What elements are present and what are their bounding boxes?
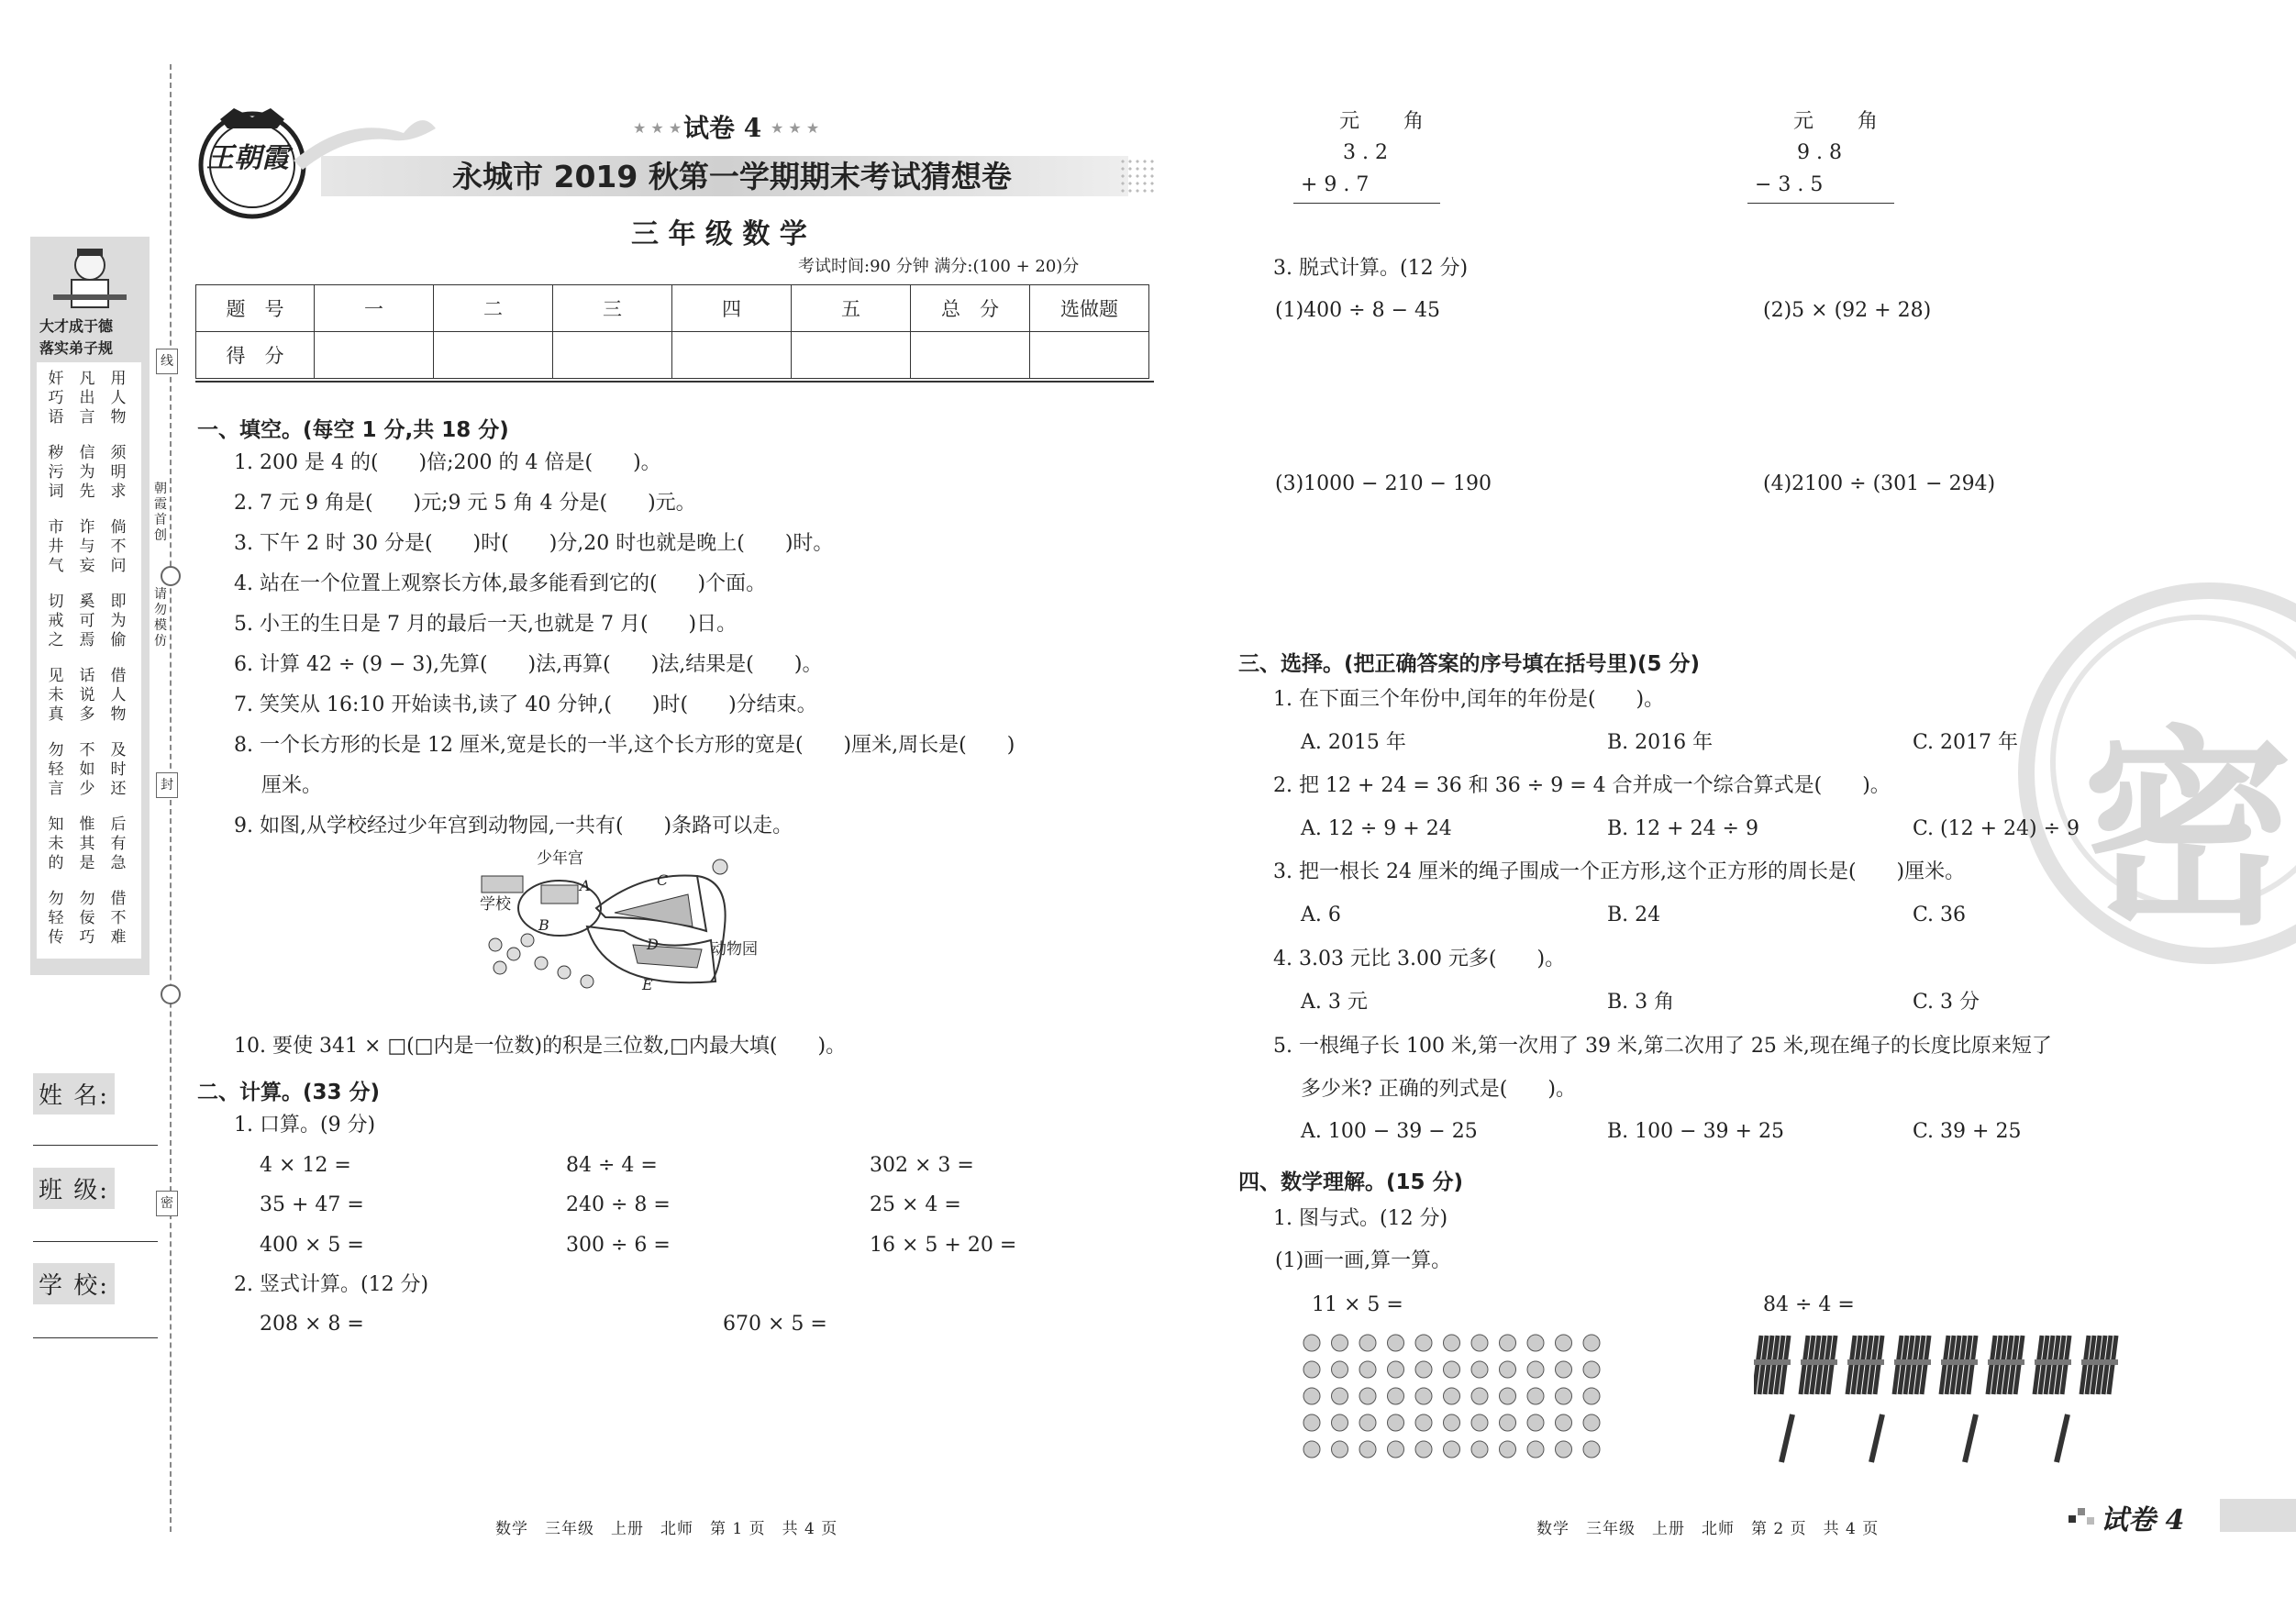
dot bbox=[1444, 1414, 1460, 1431]
choice-5-line1: 5. 一根绳子长 100 米,第一次用了 39 米,第二次用了 25 米,现在绳子的长度比原来短了 bbox=[1273, 1035, 2052, 1058]
score-cell[interactable] bbox=[672, 332, 792, 379]
dot bbox=[1415, 1441, 1432, 1458]
dot bbox=[1527, 1361, 1544, 1378]
fill-item: 4. 站在一个位置上观察长方体,最多能看到它的( )个面。 bbox=[234, 572, 767, 595]
dot bbox=[1303, 1361, 1320, 1378]
score-cell[interactable] bbox=[911, 332, 1030, 379]
choice-option[interactable]: A. 6 bbox=[1301, 904, 1341, 926]
fill-item-10: 10. 要使 341 × □(□内是一位数)的积是三位数,□内最大填( )。 bbox=[234, 1035, 847, 1058]
binding-tag-mid: 封 bbox=[156, 772, 178, 798]
fill-item: 厘米。 bbox=[261, 774, 323, 797]
vcalc1-unit-jiao: 角 bbox=[1403, 110, 1425, 133]
oral-calc: 240 ÷ 8 = bbox=[566, 1193, 671, 1216]
section-2-title: 二、计算。(33 分) bbox=[197, 1081, 381, 1104]
seal-char: 密 bbox=[2082, 709, 2294, 954]
dot bbox=[1500, 1388, 1516, 1404]
draw-calc-title: (1)画一画,算一算。 bbox=[1275, 1249, 1452, 1272]
dot bbox=[1444, 1335, 1460, 1351]
vertical-note-2: 请勿模仿 bbox=[154, 587, 167, 649]
score-col-4: 四 bbox=[672, 285, 792, 332]
school-label: 学 校: bbox=[33, 1263, 115, 1304]
oral-calc: 400 × 5 = bbox=[260, 1234, 364, 1257]
stepwise-3: (3)1000 − 210 − 190 bbox=[1275, 472, 1492, 495]
dot bbox=[1359, 1388, 1376, 1404]
single-stick bbox=[1965, 1414, 1976, 1462]
choice-5-opt-b[interactable]: B. 100 − 39 + 25 bbox=[1607, 1120, 1784, 1143]
name-label: 姓 名: bbox=[33, 1073, 115, 1115]
score-cell[interactable] bbox=[1030, 332, 1149, 379]
proverb-column: 后有急 bbox=[110, 815, 127, 872]
dot bbox=[1332, 1441, 1348, 1458]
eq-11x5: 11 × 5 = bbox=[1312, 1293, 1403, 1316]
dot bbox=[1583, 1414, 1600, 1431]
proverb-column: 及时还 bbox=[110, 741, 127, 798]
dot bbox=[1471, 1441, 1488, 1458]
dot bbox=[1359, 1335, 1376, 1351]
dot bbox=[1471, 1361, 1488, 1378]
choice-option[interactable]: C. (12 + 24) ÷ 9 bbox=[1913, 817, 2080, 840]
single-stick bbox=[2057, 1414, 2068, 1462]
dot bbox=[1583, 1335, 1600, 1351]
score-col-3: 三 bbox=[553, 285, 672, 332]
binding-tag-top: 线 bbox=[156, 349, 178, 374]
dot bbox=[1583, 1388, 1600, 1404]
proverb-column: 话说多 bbox=[79, 667, 95, 724]
section-1-title: 一、填空。(每空 1 分,共 18 分) bbox=[197, 418, 509, 442]
oral-title: 1. 口算。(9 分) bbox=[234, 1114, 376, 1137]
dot bbox=[1332, 1335, 1348, 1351]
choice-question: 4. 3.03 元比 3.00 元多( )。 bbox=[1273, 948, 1566, 970]
binding-hole-1 bbox=[161, 566, 181, 586]
score-header-row bbox=[196, 285, 1149, 332]
score-col-optional: 选做题 bbox=[1030, 285, 1149, 332]
dot bbox=[1332, 1388, 1348, 1404]
proverb-column: 勿佞巧 bbox=[79, 890, 95, 947]
section-4-title: 四、数学理解。(15 分) bbox=[1238, 1170, 1464, 1194]
dot bbox=[1388, 1388, 1404, 1404]
choice-option[interactable]: B. 12 + 24 ÷ 9 bbox=[1607, 817, 1758, 840]
stepwise-2: (2)5 × (92 + 28) bbox=[1763, 299, 1932, 322]
banner-dots bbox=[1119, 158, 1156, 194]
stepwise-title: 3. 脱式计算。(12 分) bbox=[1273, 257, 1469, 280]
proverb-column: 凡出言 bbox=[79, 370, 95, 427]
vertical-calc-2: 670 × 5 = bbox=[723, 1313, 827, 1336]
dot bbox=[1527, 1414, 1544, 1431]
stick-bundle bbox=[1801, 1336, 1837, 1394]
binding-hole-2 bbox=[161, 984, 181, 1004]
single-stick bbox=[1871, 1414, 1882, 1462]
stick-bundle bbox=[1941, 1336, 1978, 1394]
score-row-label: 得 分 bbox=[196, 332, 315, 379]
dot bbox=[1527, 1335, 1544, 1351]
stick-bundle bbox=[1754, 1336, 1791, 1394]
choice-question: 1. 在下面三个年份中,闰年的年份是( )。 bbox=[1273, 688, 1665, 711]
picture-eq-title: 1. 图与式。(12 分) bbox=[1273, 1207, 1448, 1230]
stepwise-1: (1)400 ÷ 8 − 45 bbox=[1275, 299, 1440, 322]
dot bbox=[1303, 1441, 1320, 1458]
name-line[interactable] bbox=[33, 1145, 158, 1146]
proverb-column: 诈与妄 bbox=[79, 518, 95, 575]
dot bbox=[1556, 1388, 1572, 1404]
choice-option[interactable]: B. 24 bbox=[1607, 904, 1661, 926]
motto-1: 大才成于德 bbox=[39, 317, 114, 335]
choice-option[interactable]: C. 3 分 bbox=[1913, 991, 1980, 1014]
vcalc1-rule bbox=[1293, 203, 1440, 204]
score-cell[interactable] bbox=[553, 332, 672, 379]
vcalc1-unit-yuan: 元 bbox=[1339, 110, 1360, 133]
proverb-column: 用人物 bbox=[110, 370, 127, 427]
map-path-a: A bbox=[580, 877, 591, 894]
proverb-column: 奚可焉 bbox=[79, 593, 95, 649]
score-cell[interactable] bbox=[792, 332, 911, 379]
exam-tag: 试卷 4 bbox=[683, 113, 762, 143]
choice-option[interactable]: B. 2016 年 bbox=[1607, 731, 1714, 754]
dot bbox=[1556, 1441, 1572, 1458]
fill-item: 8. 一个长方形的长是 12 厘米,宽是长的一半,这个长方形的宽是( )厘米,周长是( ) bbox=[234, 734, 1015, 757]
exam-title: 永城市 2019 秋第一学期期末考试猜想卷 bbox=[452, 159, 1012, 194]
dot bbox=[1556, 1361, 1572, 1378]
proverb-column: 信为先 bbox=[79, 444, 95, 501]
vcalc2-rule bbox=[1747, 203, 1894, 204]
fill-item: 3. 下午 2 时 30 分是( )时( )分,20 时也就是晚上( )时。 bbox=[234, 532, 834, 555]
proverb-column: 不如少 bbox=[79, 741, 95, 798]
dot bbox=[1583, 1361, 1600, 1378]
score-col-label: 题 号 bbox=[196, 285, 315, 332]
vertical-title: 2. 竖式计算。(12 分) bbox=[234, 1273, 429, 1296]
map-label-zoo: 动物园 bbox=[711, 940, 758, 959]
single-stick bbox=[1781, 1414, 1792, 1462]
proverb-column: 勿轻传 bbox=[48, 890, 64, 947]
vcalc2-unit-yuan: 元 bbox=[1793, 110, 1814, 133]
binding-line bbox=[170, 64, 172, 1532]
proverb-column: 奸巧语 bbox=[48, 370, 64, 427]
left-footer: 数学 三年级 上册 北师 第 1 页 共 4 页 bbox=[495, 1520, 838, 1538]
choice-option[interactable]: A. 2015 年 bbox=[1301, 731, 1406, 754]
vcalc2-bottom: − 3 . 5 bbox=[1755, 173, 1824, 196]
vcalc2-unit-jiao: 角 bbox=[1858, 110, 1879, 133]
dot bbox=[1471, 1388, 1488, 1404]
choice-5-opt-a[interactable]: A. 100 − 39 − 25 bbox=[1301, 1120, 1478, 1143]
proverb-column: 市井气 bbox=[48, 518, 64, 575]
map-path-c: C bbox=[657, 871, 669, 889]
fill-item: 2. 7 元 9 角是( )元;9 元 5 角 4 分是( )元。 bbox=[234, 492, 696, 515]
proverb-column: 借不难 bbox=[110, 890, 127, 947]
stars-right: ★ ★ ★ bbox=[771, 119, 820, 137]
proverb-column: 惟其是 bbox=[79, 815, 95, 872]
route-map bbox=[477, 849, 789, 1000]
oral-calc: 4 × 12 = bbox=[260, 1154, 351, 1177]
dot bbox=[1527, 1388, 1544, 1404]
oral-calc: 25 × 4 = bbox=[870, 1193, 961, 1216]
dot bbox=[1388, 1335, 1404, 1351]
dot bbox=[1332, 1361, 1348, 1378]
stick-bundle bbox=[1988, 1336, 2024, 1394]
stick-bundle bbox=[1894, 1336, 1931, 1394]
dot bbox=[1388, 1441, 1404, 1458]
stepwise-4: (4)2100 ÷ (301 − 294) bbox=[1763, 472, 1996, 495]
oral-calc: 84 ÷ 4 = bbox=[566, 1154, 658, 1177]
proverb-column: 勿轻言 bbox=[48, 741, 64, 798]
dot bbox=[1583, 1441, 1600, 1458]
eq-84div4: 84 ÷ 4 = bbox=[1763, 1293, 1855, 1316]
vertical-note-1: 朝霞首创 bbox=[154, 482, 167, 543]
vcalc1-bottom: + 9 . 7 bbox=[1301, 173, 1370, 196]
dot bbox=[1359, 1441, 1376, 1458]
dot bbox=[1444, 1361, 1460, 1378]
dot bbox=[1556, 1335, 1572, 1351]
oral-calc: 300 ÷ 6 = bbox=[566, 1234, 671, 1257]
dot bbox=[1500, 1335, 1516, 1351]
motto-2: 落实弟子规 bbox=[39, 339, 114, 357]
map-path-e: E bbox=[642, 976, 653, 993]
dot bbox=[1388, 1361, 1404, 1378]
logo-text: 王朝霞 bbox=[206, 142, 289, 174]
dot bbox=[1500, 1441, 1516, 1458]
dot bbox=[1471, 1414, 1488, 1431]
choice-question: 3. 把一根长 24 厘米的绳子围成一个正方形,这个正方形的周长是( )厘米。 bbox=[1273, 860, 1966, 883]
fill-item: 1. 200 是 4 的( )倍;200 的 4 倍是( )。 bbox=[234, 451, 661, 474]
score-col-1: 一 bbox=[315, 285, 434, 332]
choice-5-line2: 多少米? 正确的列式是( )。 bbox=[1301, 1078, 1576, 1101]
corner-exam-tag: 试卷 4 bbox=[2101, 1504, 2185, 1536]
header-divider bbox=[195, 381, 1154, 383]
map-label-youth-palace: 少年宫 bbox=[537, 849, 583, 868]
score-table bbox=[195, 284, 1149, 379]
dot bbox=[1303, 1414, 1320, 1431]
corner-squares bbox=[2069, 1504, 2096, 1526]
school-line[interactable] bbox=[33, 1337, 158, 1338]
proverb-column: 秽污词 bbox=[48, 444, 64, 501]
choice-option[interactable]: A. 3 元 bbox=[1301, 991, 1368, 1014]
vcalc1-top: 3 . 2 bbox=[1343, 141, 1388, 164]
proverb-column: 即为偷 bbox=[110, 593, 127, 649]
proverb-column: 见未真 bbox=[48, 667, 64, 724]
oral-calc: 16 × 5 + 20 = bbox=[870, 1234, 1017, 1257]
dot bbox=[1388, 1414, 1404, 1431]
dot-array bbox=[1301, 1330, 1613, 1468]
dot bbox=[1556, 1414, 1572, 1431]
dot bbox=[1500, 1414, 1516, 1431]
fill-item: 9. 如图,从学校经过少年宫到动物园,一共有( )条路可以走。 bbox=[234, 815, 793, 837]
proverb-column: 须明求 bbox=[110, 444, 127, 501]
vertical-calc-1: 208 × 8 = bbox=[260, 1313, 364, 1336]
class-label: 班 级: bbox=[33, 1168, 115, 1209]
stick-bundle bbox=[1847, 1336, 1884, 1394]
proverb-column: 倘不问 bbox=[110, 518, 127, 575]
dot bbox=[1471, 1335, 1488, 1351]
dot bbox=[1415, 1414, 1432, 1431]
dot bbox=[1332, 1414, 1348, 1431]
score-col-total: 总 分 bbox=[911, 285, 1030, 332]
choice-option[interactable]: A. 12 ÷ 9 + 24 bbox=[1301, 817, 1452, 840]
right-footer: 数学 三年级 上册 北师 第 2 页 共 4 页 bbox=[1536, 1520, 1880, 1538]
choice-option[interactable]: C. 36 bbox=[1913, 904, 1967, 926]
dot bbox=[1359, 1414, 1376, 1431]
score-value-row bbox=[196, 332, 1149, 379]
choice-option[interactable]: C. 2017 年 bbox=[1913, 731, 2019, 754]
proverb-column: 切戒之 bbox=[48, 593, 64, 649]
score-cell[interactable] bbox=[315, 332, 434, 379]
choice-question: 2. 把 12 + 24 = 36 和 36 ÷ 9 = 4 合并成一个综合算式是( )。 bbox=[1273, 774, 1891, 797]
dot bbox=[1303, 1388, 1320, 1404]
proverb-column: 借人物 bbox=[110, 667, 127, 724]
map-label-school: 学校 bbox=[480, 895, 511, 914]
stick-bundle bbox=[2081, 1336, 2118, 1394]
binding-tag-bot: 密 bbox=[156, 1191, 178, 1216]
map-path-b: B bbox=[538, 916, 549, 934]
choice-5-opt-c[interactable]: C. 39 + 25 bbox=[1913, 1120, 2022, 1143]
map-path-d: D bbox=[647, 936, 659, 953]
dot bbox=[1359, 1361, 1376, 1378]
corner-bar bbox=[2220, 1499, 2296, 1532]
stick-bundle bbox=[2035, 1336, 2071, 1394]
proverb-panel bbox=[37, 362, 141, 959]
dot bbox=[1500, 1361, 1516, 1378]
dot bbox=[1444, 1388, 1460, 1404]
choice-option[interactable]: B. 3 角 bbox=[1607, 991, 1675, 1014]
dot bbox=[1444, 1441, 1460, 1458]
section-3-title: 三、选择。(把正确答案的序号填在括号里)(5 分) bbox=[1238, 652, 1701, 676]
oral-calc: 35 + 47 = bbox=[260, 1193, 364, 1216]
score-col-2: 二 bbox=[434, 285, 553, 332]
exam-meta: 考试时间:90 分钟 满分:(100 + 20)分 bbox=[798, 257, 1080, 276]
subject-title: 三 年 级 数 学 bbox=[631, 218, 807, 250]
stars-left: ★ ★ ★ bbox=[633, 119, 682, 137]
class-line[interactable] bbox=[33, 1241, 158, 1242]
score-col-5: 五 bbox=[792, 285, 911, 332]
mascot-figure bbox=[44, 243, 136, 316]
dot bbox=[1527, 1441, 1544, 1458]
dot bbox=[1303, 1335, 1320, 1351]
vcalc2-top: 9 . 8 bbox=[1797, 141, 1842, 164]
dot bbox=[1415, 1388, 1432, 1404]
score-cell[interactable] bbox=[434, 332, 553, 379]
fill-item: 6. 计算 42 ÷ (9 − 3),先算( )法,再算( )法,结果是( )。 bbox=[234, 653, 823, 676]
oral-calc: 302 × 3 = bbox=[870, 1154, 974, 1177]
fill-item: 5. 小王的生日是 7 月的最后一天,也就是 7 月( )日。 bbox=[234, 613, 738, 636]
dot bbox=[1415, 1335, 1432, 1351]
dot bbox=[1415, 1361, 1432, 1378]
fill-item: 7. 笑笑从 16:10 开始读书,读了 40 分钟,( )时( )分结束。 bbox=[234, 693, 817, 716]
stick-bundles bbox=[1754, 1330, 2139, 1468]
proverb-column: 知未的 bbox=[48, 815, 64, 872]
